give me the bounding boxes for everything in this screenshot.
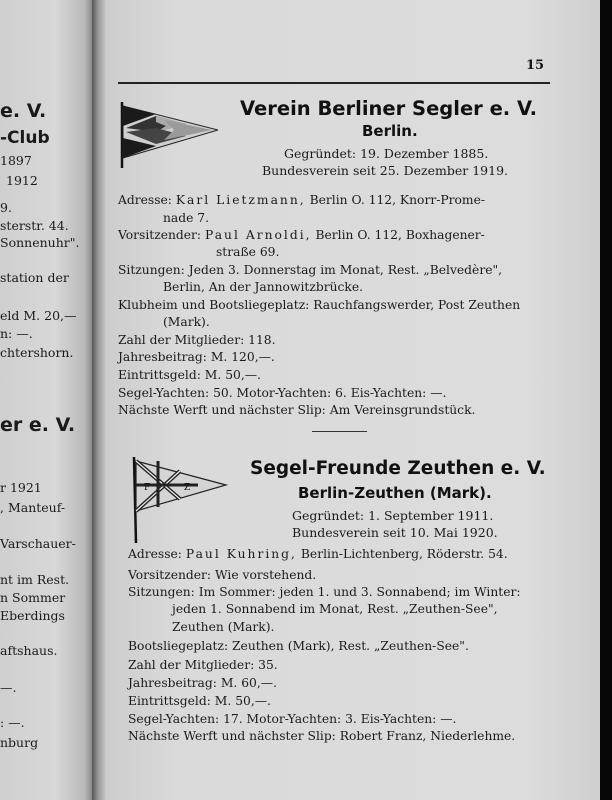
detail-line: nade 7.	[163, 211, 210, 225]
detail-line	[128, 568, 316, 582]
detail-label: Vorsitzender:	[118, 228, 202, 242]
pennant-letter-f: F	[144, 483, 151, 493]
detail-value: Berlin O. 112, Knorr-Prome-	[309, 193, 486, 207]
facing-text-line: 1912	[6, 173, 38, 188]
club-location: Berlin.	[362, 122, 418, 140]
detail-name: Paul Arnoldi,	[205, 228, 312, 242]
detail-label: Nächste Werft und nächster Slip:	[118, 403, 326, 417]
book-gutter	[92, 0, 106, 800]
detail-label: Sitzungen:	[118, 263, 185, 277]
club-title: Verein Berliner Segler e. V.	[240, 97, 537, 120]
detail-value: Rauchfangswerder, Post Zeuthen	[313, 298, 521, 312]
facing-text-line: n: —.	[0, 326, 33, 341]
detail-label: Bootsliegeplatz:	[128, 639, 229, 653]
facing-text-line: r 1921	[0, 480, 42, 495]
detail-line	[128, 639, 469, 653]
detail-label: Zahl der Mitglieder:	[128, 658, 255, 672]
facing-text-line: Eberdings	[0, 608, 65, 623]
detail-line	[118, 263, 502, 277]
section-divider	[312, 431, 367, 432]
detail-value: 17. Motor-Yachten: 3. Eis-Yachten: —.	[223, 712, 457, 726]
detail-line	[118, 403, 475, 417]
detail-value: Wie vorstehend.	[215, 568, 317, 582]
facing-text-line: chtershorn.	[0, 345, 74, 360]
facing-text-line: : —.	[0, 715, 25, 730]
page-edge	[600, 0, 612, 800]
detail-label: Eintrittsgeld:	[128, 694, 211, 708]
detail-line	[118, 350, 275, 364]
detail-value: 118.	[248, 333, 276, 347]
detail-label: Adresse:	[128, 547, 182, 561]
detail-line	[118, 298, 520, 312]
detail-label: Adresse:	[118, 193, 172, 207]
detail-value: Zeuthen (Mark), Rest. „Zeuthen-See".	[232, 639, 469, 653]
detail-value: M. 50,—.	[214, 694, 271, 708]
facing-text-line: nt im Rest.	[0, 572, 70, 587]
club-title: Segel-Freunde Zeuthen e. V.	[250, 458, 546, 479]
club-location: Berlin-Zeuthen (Mark).	[298, 484, 492, 502]
detail-value: Robert Franz, Niederlehme.	[339, 729, 516, 743]
federation-member-since: Bundesverein seit 10. Mai 1920.	[292, 525, 498, 540]
detail-value: Im Sommer: jeden 1. und 3. Sonnabend; im Winter:	[198, 585, 521, 599]
detail-line	[118, 333, 276, 347]
facing-text-line: , Manteuf-	[0, 500, 66, 515]
detail-line	[128, 658, 278, 672]
club-pennant-icon	[118, 100, 218, 172]
detail-value: Jeden 3. Donnerstag im Monat, Rest. „Belvedère",	[188, 263, 503, 277]
detail-line	[118, 386, 446, 400]
detail-label: Jahresbeitrag:	[128, 676, 217, 690]
detail-value: Am Vereinsgrundstück.	[329, 403, 476, 417]
detail-label: Klubheim und Bootsliegeplatz:	[118, 298, 310, 312]
detail-value: Berlin O. 112, Boxhagener-	[315, 228, 485, 242]
facing-text-line: er e. V.	[0, 414, 76, 436]
detail-line	[128, 676, 277, 690]
pennant-letter-z: Z	[184, 483, 191, 493]
detail-line: straße 69.	[216, 245, 280, 259]
facing-text-line: Sonnenuhr".	[0, 235, 80, 250]
facing-text-line: 1897	[0, 153, 32, 168]
detail-label: Jahresbeitrag:	[118, 350, 207, 364]
facing-text-line: aftshaus.	[0, 643, 58, 658]
detail-label: Eintrittsgeld:	[118, 368, 201, 382]
detail-value: M. 120,—.	[210, 350, 275, 364]
detail-line	[118, 193, 485, 207]
detail-label: Sitzungen:	[128, 585, 195, 599]
detail-line	[128, 547, 508, 561]
detail-line	[128, 694, 271, 708]
facing-text-line: 9.	[0, 200, 12, 215]
facing-text-line: eld M. 20,—	[0, 308, 77, 323]
facing-text-line: nburg	[0, 735, 39, 750]
facing-text-line: sterstr. 44.	[0, 218, 69, 233]
detail-label: Vorsitzender:	[128, 568, 212, 582]
detail-line: (Mark).	[163, 315, 210, 329]
detail-value: Berlin-Lichtenberg, Röderstr. 54.	[300, 547, 508, 561]
detail-label: Segel-Yachten:	[118, 386, 210, 400]
detail-line: Zeuthen (Mark).	[172, 620, 275, 634]
detail-line	[128, 712, 456, 726]
detail-line	[118, 228, 485, 242]
club-pennant-icon	[128, 455, 228, 547]
detail-name: Karl Lietzmann,	[175, 193, 306, 207]
facing-text-line: n Sommer	[0, 590, 66, 605]
detail-line	[128, 585, 521, 599]
detail-line: Berlin, An der Jannowitzbrücke.	[163, 280, 364, 294]
header-rule	[118, 82, 550, 84]
detail-name: Paul Kuhring,	[185, 547, 297, 561]
detail-value: 50. Motor-Yachten: 6. Eis-Yachten: —.	[213, 386, 447, 400]
facing-text-line: e. V.	[0, 100, 47, 122]
facing-text-line: —.	[0, 680, 17, 695]
detail-value: 35.	[258, 658, 278, 672]
founded-date: Gegründet: 1. September 1911.	[292, 508, 494, 523]
detail-line: jeden 1. Sonnabend im Monat, Rest. „Zeuthen-See",	[172, 602, 498, 616]
facing-text-line: station der	[0, 270, 69, 285]
detail-label: Nächste Werft und nächster Slip:	[128, 729, 336, 743]
detail-value: M. 60,—.	[220, 676, 277, 690]
detail-line	[128, 729, 515, 743]
page-15	[106, 0, 600, 800]
detail-value: M. 50,—.	[204, 368, 261, 382]
founded-date: Gegründet: 19. Dezember 1885.	[284, 146, 489, 161]
detail-label: Zahl der Mitglieder:	[118, 333, 245, 347]
detail-line	[118, 368, 261, 382]
facing-text-line: -Club	[0, 128, 50, 148]
detail-label: Segel-Yachten:	[128, 712, 220, 726]
page-number: 15	[526, 58, 545, 73]
federation-member-since: Bundesverein seit 25. Dezember 1919.	[262, 163, 509, 178]
facing-text-line: Varschauer-	[0, 536, 76, 551]
facing-page	[0, 0, 92, 800]
